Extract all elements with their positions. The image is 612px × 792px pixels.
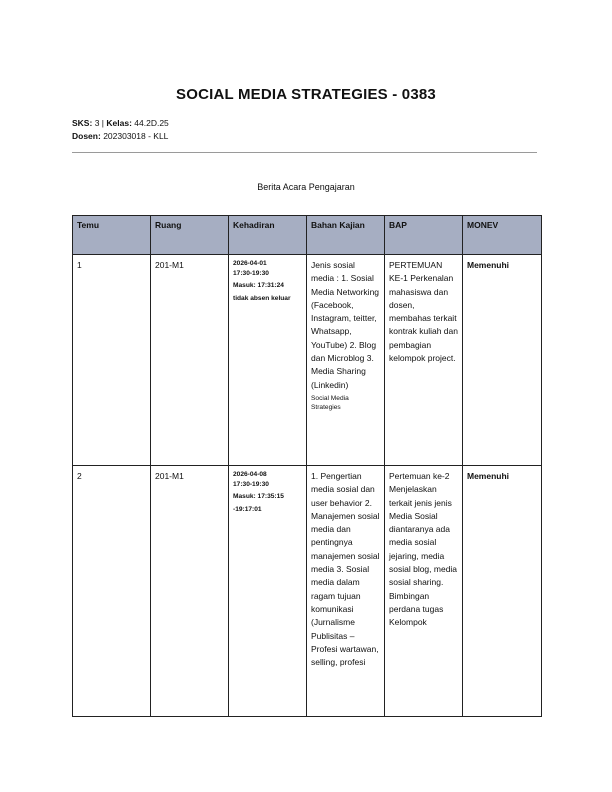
cell-temu: 1 <box>73 255 151 466</box>
column-header-temu: Temu <box>73 216 151 255</box>
dosen-value: 202303018 - KLL <box>103 131 169 141</box>
cell-ruang: 201-M1 <box>151 255 229 466</box>
column-header-kehadiran: Kehadiran <box>229 216 307 255</box>
column-header-ruang: Ruang <box>151 216 229 255</box>
meta-separator: | <box>101 118 105 128</box>
cell-bahan-kajian: 1. Pengertian media sosial dan user behavior 2. Manajemen sosial media dan pentingnya manajemen sosial media 3. Sosial media dalam ragam tujuan komunikasi (Jurnalisme Publisitas – Profesi wartawan, selling, profesi <box>307 466 385 717</box>
attendance-date: 2026-04-08 <box>233 471 267 478</box>
attendance-time: 17:30-19:30 <box>233 480 269 488</box>
lecturer-meta-line <box>72 130 168 142</box>
table-row <box>73 466 542 717</box>
cell-bap: PERTEMUAN KE-1 Perkenalan mahasiswa dan dosen, membahas terkait kontrak kuliah dan pembagian kelompok project. <box>385 255 463 466</box>
table-row <box>73 255 542 466</box>
teaching-record-table <box>72 215 542 717</box>
study-material-note: Social Media Strategies <box>311 394 349 411</box>
header-divider <box>72 152 537 153</box>
attendance-checkin: Masuk: 17:31:24 <box>233 282 284 289</box>
cell-bap: Pertemuan ke-2 Menjelaskan terkait jenis jenis Media Sosial diantaranya ada media sosial jejaring, media sosial blog, media sosial sharing. Bimbingan perdana tugas Kelompok <box>385 466 463 717</box>
cell-temu: 2 <box>73 466 151 717</box>
cell-kehadiran <box>229 466 307 717</box>
attendance-date: 2026-04-01 <box>233 260 267 267</box>
table-header-row <box>73 216 542 255</box>
sks-label: SKS: <box>72 118 93 128</box>
sks-value: 3 <box>94 118 100 128</box>
kelas-label: Kelas: <box>106 118 132 128</box>
cell-bahan-kajian <box>307 255 385 466</box>
attendance-status: tidak absen keluar <box>233 294 291 302</box>
column-header-monev: MONEV <box>463 216 542 255</box>
cell-kehadiran <box>229 255 307 466</box>
kelas-value: 44.2D.25 <box>134 118 169 128</box>
cell-monev: Memenuhi <box>463 255 542 466</box>
attendance-time: 17:30-19:30 <box>233 269 269 277</box>
attendance-checkin: Masuk: 17:35:15 <box>233 493 284 500</box>
dosen-label: Dosen: <box>72 131 101 141</box>
column-header-bahan-kajian: Bahan Kajian <box>307 216 385 255</box>
column-header-bap: BAP <box>385 216 463 255</box>
attendance-checkout: -19:17:01 <box>233 505 262 513</box>
cell-ruang: 201-M1 <box>151 466 229 717</box>
section-subtitle: Berita Acara Pengajaran <box>257 182 355 192</box>
cell-monev: Memenuhi <box>463 466 542 717</box>
page-title: SOCIAL MEDIA STRATEGIES - 0383 <box>176 86 436 103</box>
study-material-text: Jenis sosial media : 1. Sosial Media Networking (Facebook, Instagram, teitter, Whatsapp, YouTube) 2. Blog dan Microblog 3. Media Sharing (Linkedin) <box>311 260 380 390</box>
course-meta-line <box>72 117 169 129</box>
